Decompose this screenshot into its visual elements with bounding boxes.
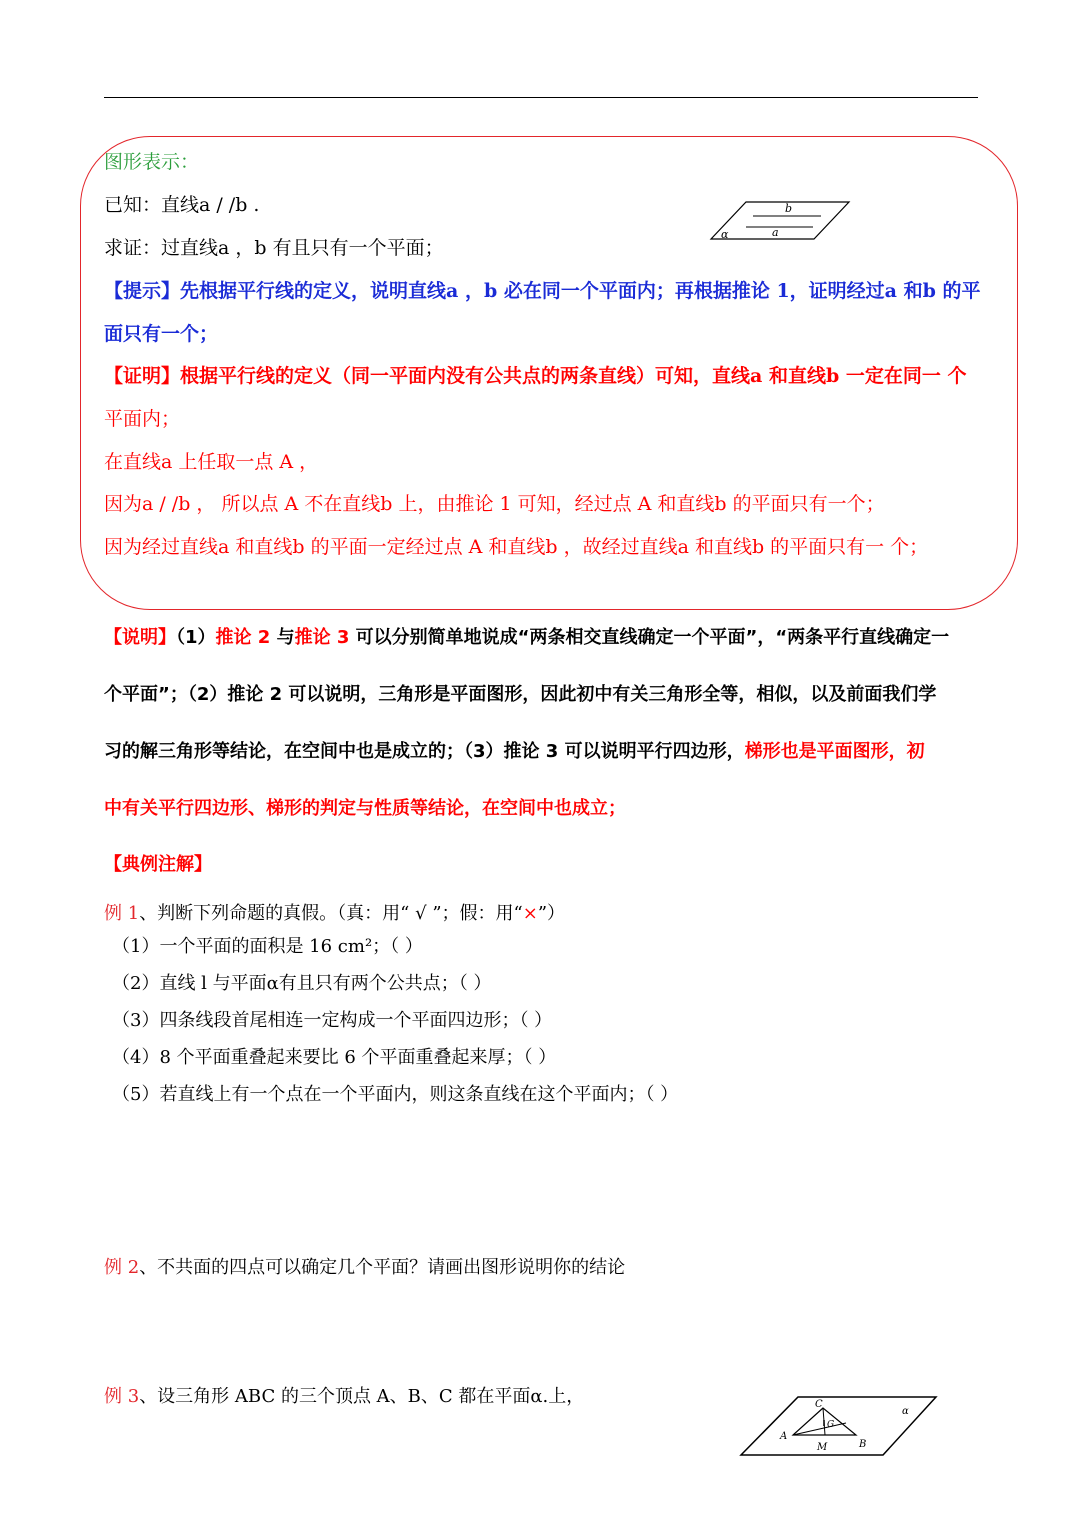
label-C: C: [815, 1399, 823, 1410]
hint-line-2: 面只有一个；: [104, 323, 219, 345]
label-alpha-2: α: [902, 1406, 909, 1417]
explanation-line-1: [104, 626, 949, 650]
example-1-title: [104, 902, 565, 926]
proof-line-4: 因为a / /b ， 所以点 A 不在直线b 上，由推论 1 可知，经过点 A 和直线b 的平面只有一个；: [104, 493, 885, 515]
explanation-line-3: [104, 740, 925, 764]
example-3-text: 、设三角形 ABC 的三个顶点 A、B、C 都在平面α.上，: [139, 1386, 585, 1407]
explanation-tag: 【说明】: [104, 627, 176, 648]
label-B: B: [859, 1439, 867, 1450]
example-3-label: 例 3: [104, 1386, 140, 1407]
explanation-line-4: 中有关平行四边形、梯形的判定与性质等结论，在空间中也成立；: [104, 798, 626, 819]
hint-text: 先根据平行线的定义，说明直线a ，b 必在同一个平面内；再根据推论 1，证明经过a 和b 的平: [180, 280, 981, 302]
explanation-p1d: 推论 3: [294, 627, 350, 648]
label-A: A: [780, 1431, 788, 1442]
examples-section-tag: 【典例注解】: [104, 854, 212, 875]
proof-text: 根据平行线的定义（同一平面内没有公共点的两条直线）可知，直线a 和直线b 一定在同一 个: [180, 365, 967, 387]
explanation-p1a: （1）: [176, 627, 216, 648]
proof-line-1: [104, 364, 966, 388]
explanation-p1e: 可以分别简单地说成“两条相交直线确定一个平面”，“两条平行直线确定一: [349, 627, 950, 648]
question-2: （2）直线 l 与平面α有且只有两个公共点；（ ）: [112, 973, 492, 994]
prove-text: 求证：过直线a ，b 有且只有一个平面；: [104, 237, 444, 259]
explanation-p1c: 与: [270, 627, 295, 648]
label-a: a: [772, 226, 779, 239]
explanation-line3-red: 梯形也是平面图形，初: [744, 741, 925, 762]
example-1-cross: ×: [522, 903, 538, 924]
hint-tag: 【提示】: [104, 280, 181, 302]
figure-heading: 图形表示：: [104, 151, 200, 173]
plane-alpha: [711, 202, 849, 239]
question-3: （3）四条线段首尾相连一定构成一个平面四边形；（ ）: [112, 1010, 553, 1031]
parallel-lines-plane-diagram: [706, 196, 854, 244]
example-2-label: 例 2: [104, 1257, 140, 1278]
proof-line-5: 因为经过直线a 和直线b 的平面一定经过点 A 和直线b ，故经过直线a 和直线b 的平面只有一 个；: [104, 536, 929, 558]
label-G: G: [827, 1420, 835, 1430]
example-3: [104, 1385, 584, 1409]
label-alpha: α: [721, 228, 729, 241]
question-5: （5）若直线上有一个点在一个平面内，则这条直线在这个平面内；（ ）: [112, 1084, 679, 1105]
example-1-text-b: ”；假：用“: [432, 903, 523, 924]
example-2: [104, 1256, 625, 1280]
label-b: b: [785, 202, 793, 215]
example-1-text-a: 、判断下列命题的真假。（真：用“: [139, 903, 410, 924]
given-text: 已知：直线a / /b .: [104, 194, 260, 216]
explanation-line3-black: 习的解三角形等结论，在空间中也是成立的；（3）推论 3 可以说明平行四边形，: [104, 741, 745, 762]
proof-tag: 【证明】: [104, 365, 181, 387]
hint-line-1: [104, 279, 981, 303]
median-a: [793, 1423, 846, 1435]
triangle-plane-diagram: [738, 1392, 940, 1458]
question-4: （4）8 个平面重叠起来要比 6 个平面重叠起来厚；（ ）: [112, 1047, 557, 1068]
explanation-line-2: 个平面”；（2）推论 2 可以说明，三角形是平面图形，因此初中有关三角形全等，相似，以及前面我们学: [104, 684, 937, 705]
proof-line-2: 平面内；: [104, 408, 181, 430]
label-M: M: [817, 1442, 828, 1453]
example-1-check: √: [409, 903, 433, 924]
question-1: （1）一个平面的面积是 16 cm²；（ ）: [112, 936, 423, 957]
header-rule: [104, 97, 978, 98]
example-1-text-c: ”）: [537, 903, 566, 924]
example-2-text: 、不共面的四点可以确定几个平面？请画出图形说明你的结论: [139, 1257, 626, 1278]
example-1-label: 例 1: [104, 903, 140, 924]
proof-line-3: 在直线a 上任取一点 A ，: [104, 451, 319, 473]
explanation-p1b: 推论 2: [215, 627, 271, 648]
